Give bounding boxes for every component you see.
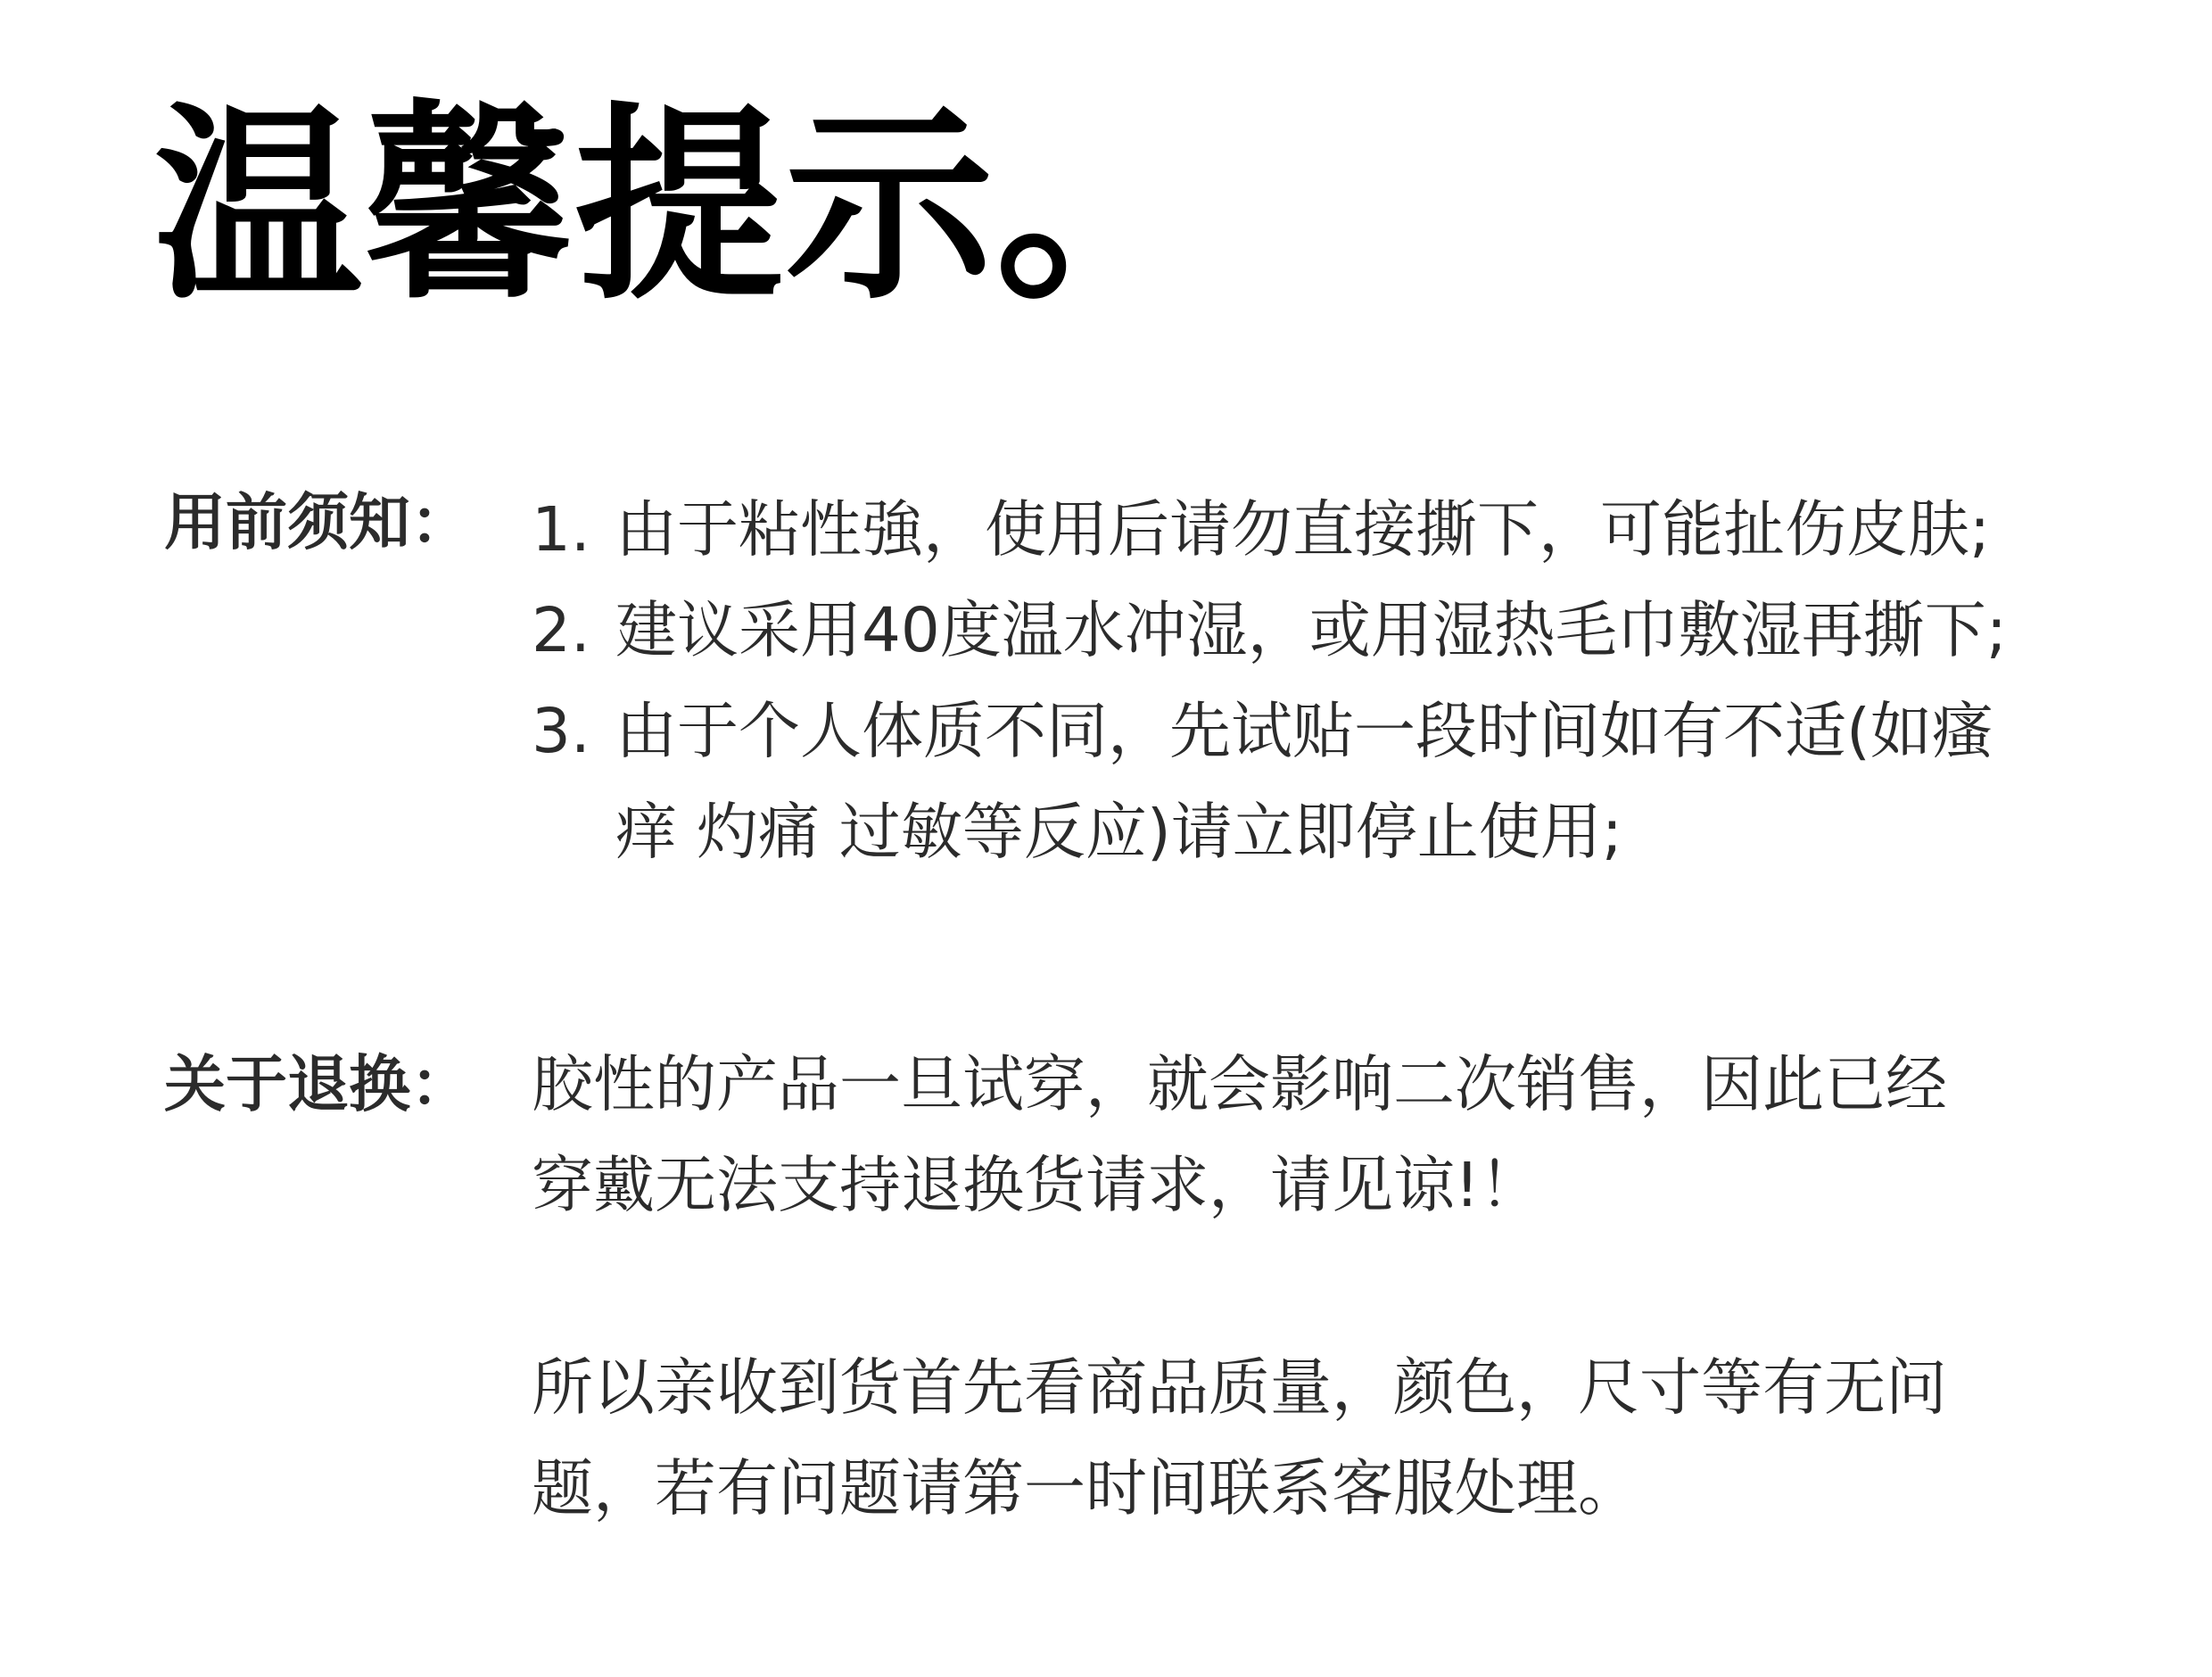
returns-label: 关于退换： (164, 1049, 472, 1120)
list-item-line: 由于个人体质不同，先试贴一段时间如有不适(如瘙 (615, 696, 1993, 767)
list-item-line: 由于粘性強，使用后请勿直接撕下，可能扯伤皮肤; (615, 494, 1991, 566)
usage-notes-list (532, 480, 2137, 883)
list-item (532, 581, 2137, 682)
list-item-text (615, 682, 2132, 883)
returns-paragraph-line: 胶性的产品一旦试穿，就会影响二次销售，因此已经 (532, 1049, 1947, 1120)
list-item-line: 痒 灼痛 过敏等反应)请立即停止使用; (615, 797, 1623, 868)
page-title: 温馨提示。 (153, 86, 1206, 328)
list-item (532, 480, 2137, 581)
usage-notes-label: 用前须知： (164, 487, 472, 558)
list-item-number: 2. (532, 595, 590, 666)
returns-paragraph-line: 穿戴无法支持退换货请求，请见谅!！ (532, 1150, 1541, 1221)
inspection-paragraph-line: 所以亲收到货首先看商品质量，颜色，尺寸等有无问 (532, 1352, 1947, 1424)
list-item-line: 建议采用40度温水冲湿，或用湿热毛巾敷湿再撕下; (615, 595, 2008, 666)
list-item-text (615, 480, 2132, 581)
inspection-paragraph-line: 题，若有问题请第一时间联系客服处理。 (532, 1453, 1639, 1524)
list-item (532, 682, 2137, 883)
inspection-paragraph (532, 1338, 2101, 1540)
returns-paragraph (532, 1035, 2101, 1236)
list-item-text (615, 581, 2132, 682)
list-item-number: 3. (532, 696, 590, 767)
list-item-number: 1. (532, 494, 590, 566)
